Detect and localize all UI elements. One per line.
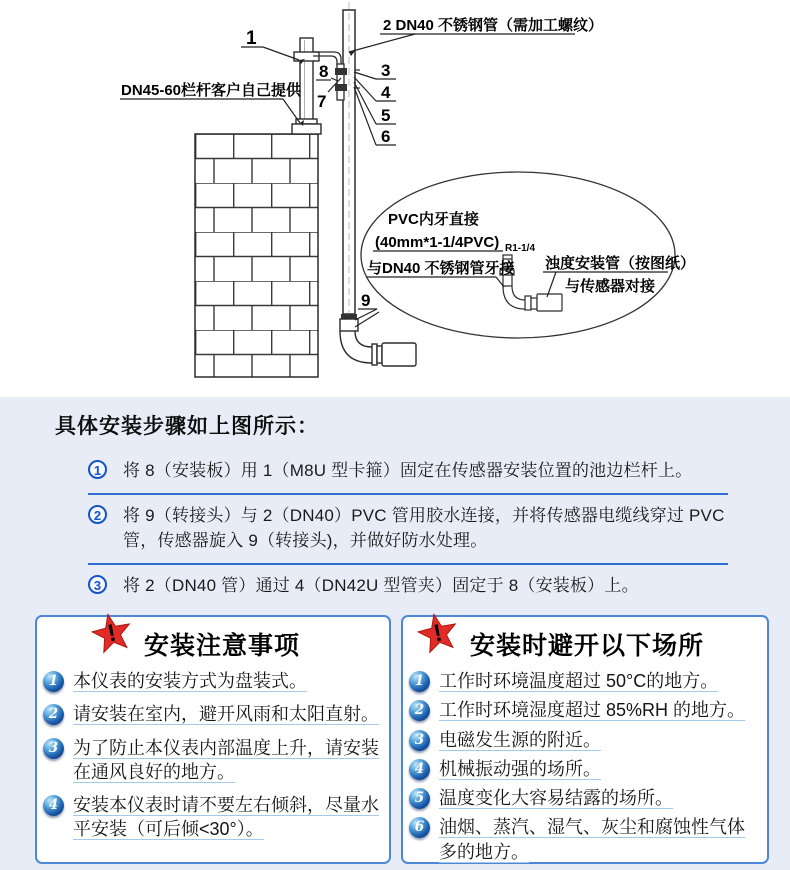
notice-item-text: 为了防止本仪表内部温度上升，请安装在通风良好的地方。 [73, 737, 379, 782]
notice-item-text: 请安装在室内，避开风雨和太阳直射。 [73, 704, 379, 725]
boxes-row [0, 615, 790, 864]
label-callout-3: 3 [381, 61, 391, 80]
notice-box-header [37, 617, 389, 662]
avoid-box-header [403, 617, 767, 662]
label-callout-8: 8 [319, 62, 329, 81]
item-number-badge: 4 [409, 759, 430, 780]
label-dn40-pipe: 2 DN40 不锈钢管（需加工螺纹） [383, 17, 604, 34]
label-pvc-line3: 与DN40 不锈钢管牙接 [367, 260, 515, 277]
label-turbidity-line1: 浊度安装管（按图纸） [545, 255, 696, 272]
label-callout-7: 7 [317, 92, 327, 111]
step-text: 将 9（转接头）与 2（DN40）PVC 管用胶水连接，并将传感器电缆线穿过 PVC 管，传感器旋入 9（转接头)，并做好防水处理。 [123, 505, 725, 550]
item-number-badge: 6 [409, 817, 430, 838]
avoid-item-text: 温度变化大容易结露的场所。 [439, 788, 673, 809]
notice-box-items [37, 662, 389, 842]
steps-title: 具体安装步骤如上图所示： [55, 415, 319, 438]
notice-item-2 [43, 702, 381, 726]
dn40-pipe [343, 2, 355, 318]
item-number-badge: 4 [43, 795, 64, 816]
avoid-item-4 [409, 757, 759, 781]
avoid-item-5 [409, 786, 759, 810]
diagram-section [0, 0, 790, 397]
step-row-3 [88, 565, 728, 608]
step-row-1 [88, 450, 728, 495]
exclamation-glyph: ! [105, 619, 119, 648]
notice-item-4 [43, 793, 381, 842]
step-text: 将 2（DN40 管）通过 4（DN42U 型管夹）固定于 8（安装板）上。 [123, 575, 639, 595]
avoid-item-3 [409, 728, 759, 752]
pipe-elbow-sensor [340, 314, 416, 366]
avoid-item-text: 机械振动强的场所。 [439, 758, 601, 779]
avoid-box-title: 安装时避开以下场所 [470, 632, 705, 660]
brick-wall [195, 134, 318, 377]
label-railing: DN45-60栏杆客户自己提供 [121, 82, 302, 99]
label-callout-1: 1 [246, 28, 257, 49]
notice-item-1 [43, 669, 381, 693]
alert-star-icon [89, 610, 135, 656]
label-pvc-line1: PVC内牙直接 [388, 211, 479, 228]
label-thread: R1-1/4 [505, 243, 536, 254]
notice-item-text: 安装本仪表时请不要左右倾斜，尽量水平安装（可后倾<30°）。 [73, 795, 379, 840]
notice-item-text: 本仪表的安装方式为盘装式。 [73, 671, 307, 691]
item-number-badge: 1 [409, 671, 430, 692]
step-number-badge: 2 [88, 505, 107, 524]
avoid-item-text: 油烟、蒸汽、湿气、灰尘和腐蚀性气体多的地方。 [439, 817, 745, 862]
label-turbidity-line2: 与传感器对接 [565, 278, 656, 295]
avoid-item-text: 电磁发生源的附近。 [439, 729, 601, 750]
label-callout-4: 4 [381, 83, 391, 102]
label-callout-6: 6 [381, 127, 391, 146]
avoid-item-6 [409, 815, 759, 864]
step-number-badge: 1 [88, 460, 107, 479]
item-number-badge: 2 [43, 704, 64, 725]
avoid-item-text: 工作时环境温度超过 50°C的地方。 [439, 671, 719, 691]
avoid-item-text: 工作时环境湿度超过 85%RH 的地方。 [439, 700, 746, 721]
steps-list [88, 450, 728, 607]
item-number-badge: 2 [409, 700, 430, 721]
exclamation-glyph: ! [431, 619, 445, 648]
item-number-badge: 3 [43, 738, 64, 759]
item-number-badge: 1 [43, 671, 64, 692]
label-pvc-line2: (40mm*1-1/4PVC) [375, 234, 500, 251]
notice-box [35, 615, 391, 864]
notice-box-title: 安装注意事项 [144, 632, 301, 660]
item-number-badge: 3 [409, 730, 430, 751]
item-number-badge: 5 [409, 788, 430, 809]
step-text: 将 8（安装板）用 1（M8U 型卡箍）固定在传感器安装位置的池边栏杆上。 [123, 461, 693, 480]
installation-diagram [0, 0, 790, 397]
avoid-item-2 [409, 698, 759, 722]
step-number-badge: 3 [88, 575, 107, 594]
avoid-box [401, 615, 769, 864]
avoid-box-items [403, 662, 767, 864]
alert-star-icon [415, 610, 461, 656]
notice-item-3 [43, 736, 381, 785]
instructions-section [0, 397, 790, 870]
step-row-2 [88, 495, 728, 565]
avoid-item-1 [409, 669, 759, 693]
label-callout-5: 5 [381, 106, 391, 125]
label-callout-9: 9 [361, 291, 371, 310]
